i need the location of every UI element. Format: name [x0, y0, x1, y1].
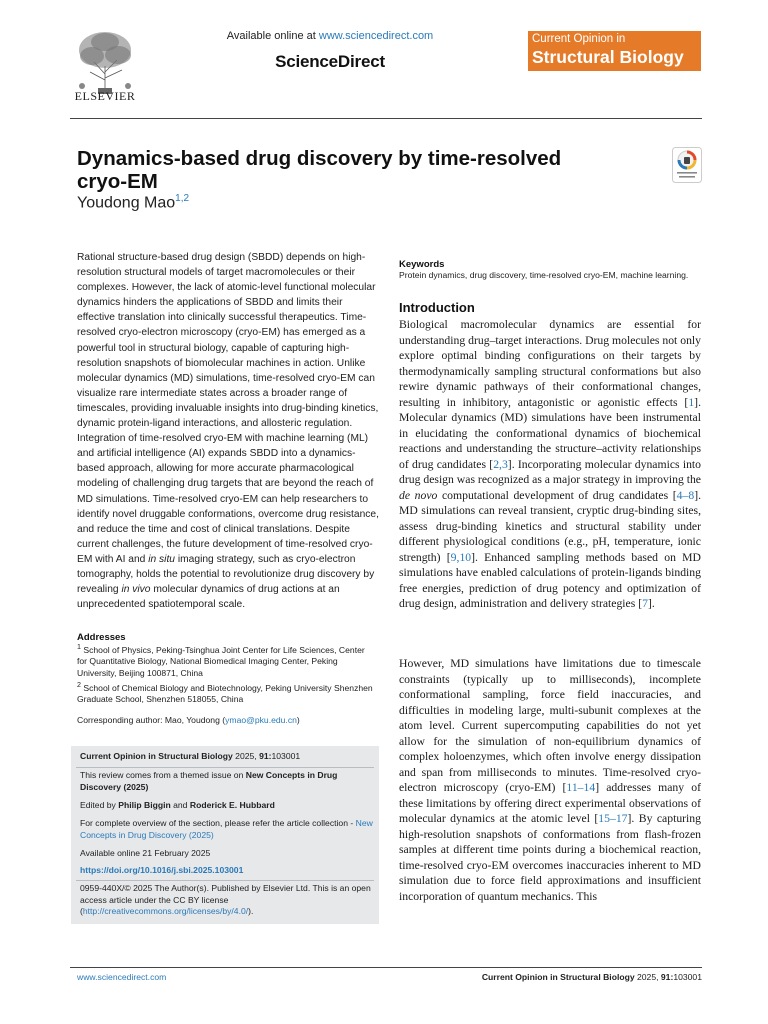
infobox-editors [80, 800, 374, 812]
infobox-overview [80, 818, 374, 841]
intro-text: ]. Incorporating molecular dynamics into drug design was recognized as a major strategy in improving the [399, 457, 702, 486]
infobox-citation [80, 751, 374, 763]
infobox-journal: Current Opinion in Structural Biology [80, 751, 233, 761]
address-1-sup: 1 [77, 643, 81, 651]
citation-link[interactable]: 1 [688, 395, 695, 409]
intro-text: ]. Enhanced sampling methods based on MD simulations have enabled calculations of protein-ligands binding free energies, prediction of drug potency and optimization of drug design, administration and delivery strategies [ [399, 550, 701, 610]
infobox-divider-2 [76, 880, 374, 881]
intro-paragraph-2 [399, 656, 701, 904]
editor-1: Philip Biggin [118, 800, 171, 810]
edited-prefix: Edited by [80, 800, 119, 810]
introduction-heading: Introduction [399, 300, 475, 315]
addresses-block [77, 642, 377, 706]
address-2-sup: 2 [77, 680, 81, 689]
address-2 [77, 680, 377, 706]
footer-article-number: 103001 [673, 972, 702, 982]
abstract-text-3: molecular dynamics of drug actions at an unprecedented spatiotemporal scale. [77, 584, 340, 611]
infobox-license [80, 883, 374, 918]
header-divider [70, 118, 702, 119]
keywords-text: Protein dynamics, drug discovery, time-resolved cryo-EM, machine learning. [399, 270, 689, 280]
corresponding-author [77, 715, 300, 725]
citation-link[interactable]: 9,10 [450, 550, 472, 564]
sciencedirect-brand: ScienceDirect [275, 52, 385, 71]
footer-divider [70, 967, 702, 968]
intro-text: ]. Molecular dynamics (MD) simulations have been instrumental in elucidating the conformational dynamics of biochemical reactions and understanding the structure–activity relationships of drug candidates [ [399, 395, 701, 471]
intro-text: computational development of drug candidates [ [437, 488, 677, 502]
publisher-wordmark: ELSEVIER [74, 89, 136, 103]
intro-paragraph-1 [399, 317, 701, 612]
address-1-text: School of Physics, Peking-Tsinghua Joint Center for Life Sciences, Center for Quantitative Biology, National Biomedical Imaging Center, Peking University, Beijing 100871, China [77, 644, 365, 679]
editor-2: Roderick E. Hubbard [189, 800, 275, 810]
intro-text: ]. MD simulations can reveal transient, cryptic drug-binding sites, assess drug-binding kinetics and structural stability under different physiological conditions (e.g., pH, temperature, ionic strength) [ [399, 488, 702, 564]
footer-url-link[interactable]: www.sciencedirect.com [77, 972, 167, 982]
citation-link[interactable]: 4–8 [676, 488, 695, 502]
collection-link[interactable]: New Concepts in Drug Discovery (2025) [80, 818, 373, 840]
intro-text: ] addresses many of these limitations by offering direct experimental observations of molecular dynamics at the atomic level [ [399, 781, 701, 825]
corresponding-email-link[interactable]: ymao@pku.edu.cn [225, 715, 297, 725]
author-name: Youdong Mao [77, 194, 176, 212]
intro-text: Biological macromolecular dynamics are essential for understanding drug–target interactions. Drug molecules not only explore optimal binding configurations on their targets by thermodynamically sampling structural conformations but also rewire dynamic pathways of their conformational changes, resulting in inhibitory, antagonistic or agonistic effects [ [399, 318, 701, 409]
footer-year: 2025, [634, 972, 661, 982]
addresses-heading: Addresses [77, 632, 126, 643]
sciencedirect-url-link[interactable]: www.sciencedirect.com [318, 30, 434, 42]
journal-banner[interactable] [528, 31, 701, 71]
footer-volume: 91: [660, 972, 674, 982]
themed-issue-name: New Concepts in Drug Discovery (2025) [80, 770, 338, 792]
abstract-italic-2: in vivo [121, 584, 151, 596]
footer-citation [440, 972, 702, 982]
infobox-year: 2025, [232, 751, 260, 761]
abstract-paragraph [77, 250, 379, 612]
abstract [77, 250, 379, 612]
corresponding-suffix: ) [296, 715, 300, 725]
themed-prefix: This review comes from a themed issue on [80, 770, 246, 780]
citation-link[interactable]: 2,3 [493, 457, 508, 471]
address-1 [77, 642, 377, 680]
abstract-text-1: Rational structure-based drug design (SBDD) depends on high-resolution structural models of target macromolecules or their complexes. However, the lack of atomic-level functional molecular dynamics hinders the applications of SBDD and limits their effective translation into clinically successful therapeutics. Time-resolved cryo-electron microscopy (cryo-EM) has emerged as a powerful tool in structural biology, capable of capturing high-resolution snapshots of biomolecular machines in action. Unlike molecular dynamics (MD) simulations, time-resolved cryo-EM can visualize rare intermediate states across a broader range of timescales, providing invaluable insights into drug-binding kinetics, dynamic protein-ligand interactions, and allosteric regulation. Integration of time-resolved cryo-EM with machine learning (ML) and artificial intelligence (AI) expands SBDD into a dynamics-based approach, allowing for more accurate pharmacological modeling of challenging drug targets that are beyond the reach of MD simulations. Time-resolved cryo-EM can help researchers to identify novel druggable conformations, overcome drug resistance, and reduce the time and cost of clinical translations. Despite current challenges, the future development of time-resolved cryo-EM with AI and [77, 252, 379, 565]
license-prefix: 0959-440X/© 2025 The Author(s). Published by Elsevier Ltd. This is an open access article under the CC BY license ( [80, 883, 371, 917]
check-for-updates-icon[interactable] [672, 147, 702, 183]
available-online-line [150, 30, 510, 42]
intro-italic: de novo [399, 488, 438, 502]
infobox-article-number: 103001 [271, 751, 301, 761]
article-title: Dynamics-based drug discovery by time-resolved cryo-EM [77, 147, 562, 193]
citation-link[interactable]: 15–17 [598, 812, 628, 825]
license-link[interactable]: http://creativecommons.org/licenses/by/4.0/ [82, 906, 249, 917]
journal-banner-title: Structural Biology [532, 47, 684, 67]
corresponding-prefix: Corresponding author: Mao, Youdong ( [77, 715, 226, 725]
intro-text: ]. [647, 597, 655, 610]
article-info-box [71, 746, 379, 924]
infobox-themed-issue [80, 770, 374, 793]
address-2-text: School of Chemical Biology and Biotechnology, Peking University Shenzhen Graduate School, Shenzhen 518055, China [77, 682, 373, 705]
doi-link[interactable]: https://doi.org/10.1016/j.sbi.2025.103001 [80, 865, 244, 875]
author-affiliation-sup[interactable]: 1,2 [175, 193, 190, 204]
overview-prefix: For complete overview of the section, please refer the article collection - [80, 818, 356, 828]
available-prefix: Available online at [226, 30, 319, 42]
intro-text: However, MD simulations have limitations due to timescale constraints (typically up to milliseconds), incomplete conformational sampling, force field inaccuracies, and difficulties in modeling large, multi-subunit complexes at the atom level. Current supercomputing capabilities do not yet allow for the simulation of non-equilibrium dynamics of complex holoenzymes, which often involve energy dissipation and span from milliseconds to minutes. Time-resolved cryo-electron microscopy (cryo-EM) [ [399, 657, 701, 794]
footer-journal: Current Opinion in Structural Biology [481, 972, 635, 982]
author-line [77, 193, 189, 212]
journal-banner-subtitle: Current Opinion in [532, 33, 626, 45]
license-suffix: ). [248, 906, 254, 917]
intro-text: ]. By capturing high-resolution snapshots of conformations from flash-frozen samples at different time points during a biochemical reaction, time-resolved cryo-EM overcomes inaccuracies inherent to MD simulation due to force field approximations and insufficient incorporation of quantum mechanics. This [399, 812, 701, 903]
infobox-divider [76, 767, 374, 768]
abstract-text-2: imaging strategy, such as cryo-electron tomography, holds the potential to revolutionize drug discovery by revealing [77, 553, 375, 596]
keywords-heading: Keywords [399, 259, 445, 270]
infobox-available-date: Available online 21 February 2025 [80, 848, 211, 858]
infobox-volume: 91: [259, 751, 272, 761]
citation-link[interactable]: 11–14 [566, 781, 596, 794]
abstract-italic-1: in situ [148, 553, 175, 565]
editors-and: and [170, 800, 190, 810]
citation-link[interactable]: 7 [642, 597, 648, 610]
